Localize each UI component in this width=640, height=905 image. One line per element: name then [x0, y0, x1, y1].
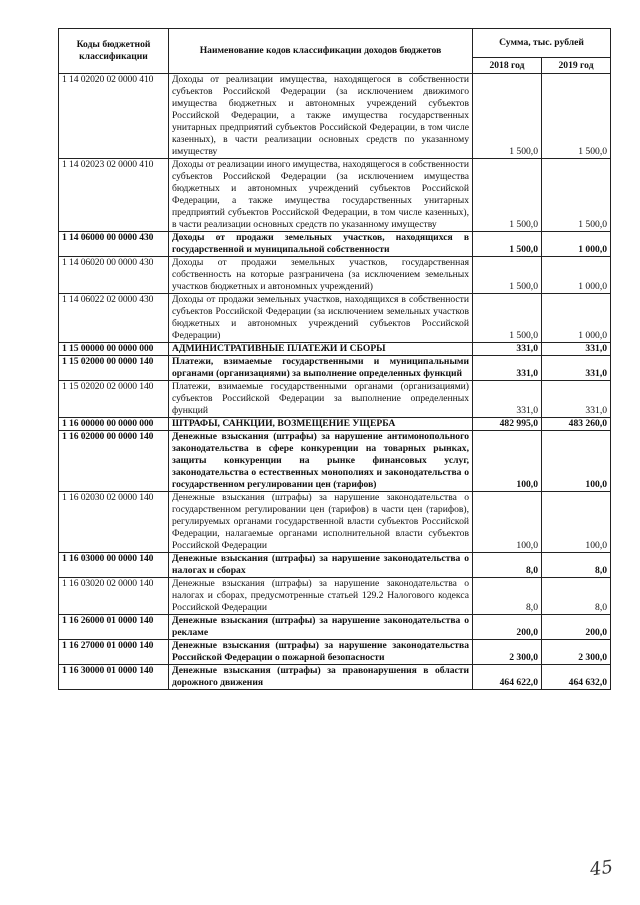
table-row	[59, 665, 611, 690]
table-row	[59, 232, 611, 257]
amount-2018-cell: 1 500,0	[473, 294, 542, 343]
header-year-2019: 2019 год	[542, 58, 611, 74]
amount-2018-cell: 8,0	[473, 553, 542, 578]
amount-2019-cell: 2 300,0	[542, 640, 611, 665]
code-cell: 1 14 02023 02 0000 410	[59, 159, 169, 232]
amount-2019-cell: 331,0	[542, 381, 611, 418]
amount-2018-cell: 2 300,0	[473, 640, 542, 665]
amount-2019-cell: 1 000,0	[542, 232, 611, 257]
table-row	[59, 257, 611, 294]
table-body	[59, 74, 611, 690]
amount-2019-cell: 1 000,0	[542, 294, 611, 343]
name-cell: Доходы от реализации имущества, находящегося в собственности субъектов Российской Федерации (за исключением движимого имущества бюджетных и автономных учреждений субъектов Российской Федерации, а также имущества государственных унитарных предприятий субъектов Российской Федерации, в том числе казенных), в части реализации основных средств по указанному имуществу	[169, 74, 473, 159]
name-cell: Платежи, взимаемые государственными органами (организациями) субъектов Российской Федерации за выполнение определенных функций	[169, 381, 473, 418]
table-row	[59, 615, 611, 640]
header-sum: Сумма, тыс. рублей	[473, 29, 611, 58]
amount-2019-cell: 100,0	[542, 431, 611, 492]
page-number: 45	[588, 856, 615, 881]
code-cell: 1 16 00000 00 0000 000	[59, 418, 169, 431]
name-cell: Денежные взыскания (штрафы) за нарушение законодательства Российской Федерации о пожарной безопасности	[169, 640, 473, 665]
amount-2019-cell: 464 632,0	[542, 665, 611, 690]
amount-2018-cell: 1 500,0	[473, 257, 542, 294]
code-cell: 1 16 26000 01 0000 140	[59, 615, 169, 640]
amount-2019-cell: 1 000,0	[542, 257, 611, 294]
revenue-table	[58, 28, 611, 690]
amount-2018-cell: 100,0	[473, 492, 542, 553]
table-row	[59, 431, 611, 492]
code-cell: 1 15 02000 00 0000 140	[59, 356, 169, 381]
amount-2018-cell: 331,0	[473, 343, 542, 356]
table-row	[59, 356, 611, 381]
table-row	[59, 578, 611, 615]
amount-2019-cell: 8,0	[542, 578, 611, 615]
table-row	[59, 381, 611, 418]
table-row	[59, 294, 611, 343]
code-cell: 1 16 02030 02 0000 140	[59, 492, 169, 553]
name-cell: Платежи, взимаемые государственными и муниципальными органами (организациями) за выполнение определенных функций	[169, 356, 473, 381]
amount-2019-cell: 1 500,0	[542, 74, 611, 159]
amount-2018-cell: 8,0	[473, 578, 542, 615]
code-cell: 1 14 06022 02 0000 430	[59, 294, 169, 343]
table-row	[59, 159, 611, 232]
amount-2019-cell: 331,0	[542, 343, 611, 356]
table-row	[59, 553, 611, 578]
code-cell: 1 16 03000 00 0000 140	[59, 553, 169, 578]
amount-2018-cell: 482 995,0	[473, 418, 542, 431]
code-cell: 1 15 02020 02 0000 140	[59, 381, 169, 418]
header-year-2018: 2018 год	[473, 58, 542, 74]
name-cell: Доходы от продажи земельных участков, находящихся в собственности субъектов Российской Федерации (за исключением земельных участков бюджетных и автономных учреждений субъектов Российской Федерации)	[169, 294, 473, 343]
table-row	[59, 418, 611, 431]
name-cell: ШТРАФЫ, САНКЦИИ, ВОЗМЕЩЕНИЕ УЩЕРБА	[169, 418, 473, 431]
amount-2018-cell: 331,0	[473, 381, 542, 418]
table-row	[59, 640, 611, 665]
name-cell: Денежные взыскания (штрафы) за нарушение антимонопольного законодательства в сфере конкуренции на товарных рынках, защиты конкуренции на рынке финансовых услуг, законодательства о естественных монополиях и законодательства о государственном регулировании цен (тарифов)	[169, 431, 473, 492]
name-cell: Денежные взыскания (штрафы) за правонарушения в области дорожного движения	[169, 665, 473, 690]
code-cell: 1 14 06000 00 0000 430	[59, 232, 169, 257]
table-row	[59, 492, 611, 553]
amount-2018-cell: 1 500,0	[473, 74, 542, 159]
amount-2018-cell: 464 622,0	[473, 665, 542, 690]
code-cell: 1 14 06020 00 0000 430	[59, 257, 169, 294]
name-cell: Доходы от продажи земельных участков, находящихся в государственной и муниципальной собственности	[169, 232, 473, 257]
code-cell: 1 15 00000 00 0000 000	[59, 343, 169, 356]
amount-2018-cell: 331,0	[473, 356, 542, 381]
amount-2018-cell: 1 500,0	[473, 159, 542, 232]
name-cell: Денежные взыскания (штрафы) за нарушение законодательства о налогах и сборах, предусмотренные статьей 129.2 Налогового кодекса Российской Федерации	[169, 578, 473, 615]
amount-2018-cell: 200,0	[473, 615, 542, 640]
name-cell: Доходы от реализации иного имущества, находящегося в собственности субъектов Российской Федерации (за исключением имущества бюджетных и автономных учреждений субъектов Российской Федерации, а также имущества государственных унитарных предприятий субъектов Российской Федерации, в том числе казенных), в части реализации основных средств по указанному имуществу	[169, 159, 473, 232]
amount-2018-cell: 1 500,0	[473, 232, 542, 257]
header-code: Коды бюджетной классификации	[59, 29, 169, 74]
name-cell: Доходы от продажи земельных участков, государственная собственность на которые разграничена (за исключением земельных участков бюджетных и автономных учреждений)	[169, 257, 473, 294]
amount-2019-cell: 1 500,0	[542, 159, 611, 232]
amount-2019-cell: 8,0	[542, 553, 611, 578]
amount-2019-cell: 331,0	[542, 356, 611, 381]
code-cell: 1 14 02020 02 0000 410	[59, 74, 169, 159]
name-cell: Денежные взыскания (штрафы) за нарушение законодательства о налогах и сборах	[169, 553, 473, 578]
name-cell: Денежные взыскания (штрафы) за нарушение законодательства о рекламе	[169, 615, 473, 640]
code-cell: 1 16 03020 02 0000 140	[59, 578, 169, 615]
code-cell: 1 16 30000 01 0000 140	[59, 665, 169, 690]
code-cell: 1 16 27000 01 0000 140	[59, 640, 169, 665]
name-cell: АДМИНИСТРАТИВНЫЕ ПЛАТЕЖИ И СБОРЫ	[169, 343, 473, 356]
table-row	[59, 343, 611, 356]
code-cell: 1 16 02000 00 0000 140	[59, 431, 169, 492]
header-name: Наименование кодов классификации доходов бюджетов	[169, 29, 473, 74]
amount-2018-cell: 100,0	[473, 431, 542, 492]
table-row	[59, 74, 611, 159]
amount-2019-cell: 100,0	[542, 492, 611, 553]
amount-2019-cell: 483 260,0	[542, 418, 611, 431]
name-cell: Денежные взыскания (штрафы) за нарушение законодательства о государственном регулировании цен (тарифов) в части цен (тарифов), регулируемых органами государственной власти субъектов Российской Федерации, налагаемые органами исполнительной власти субъектов Российской Федерации	[169, 492, 473, 553]
amount-2019-cell: 200,0	[542, 615, 611, 640]
